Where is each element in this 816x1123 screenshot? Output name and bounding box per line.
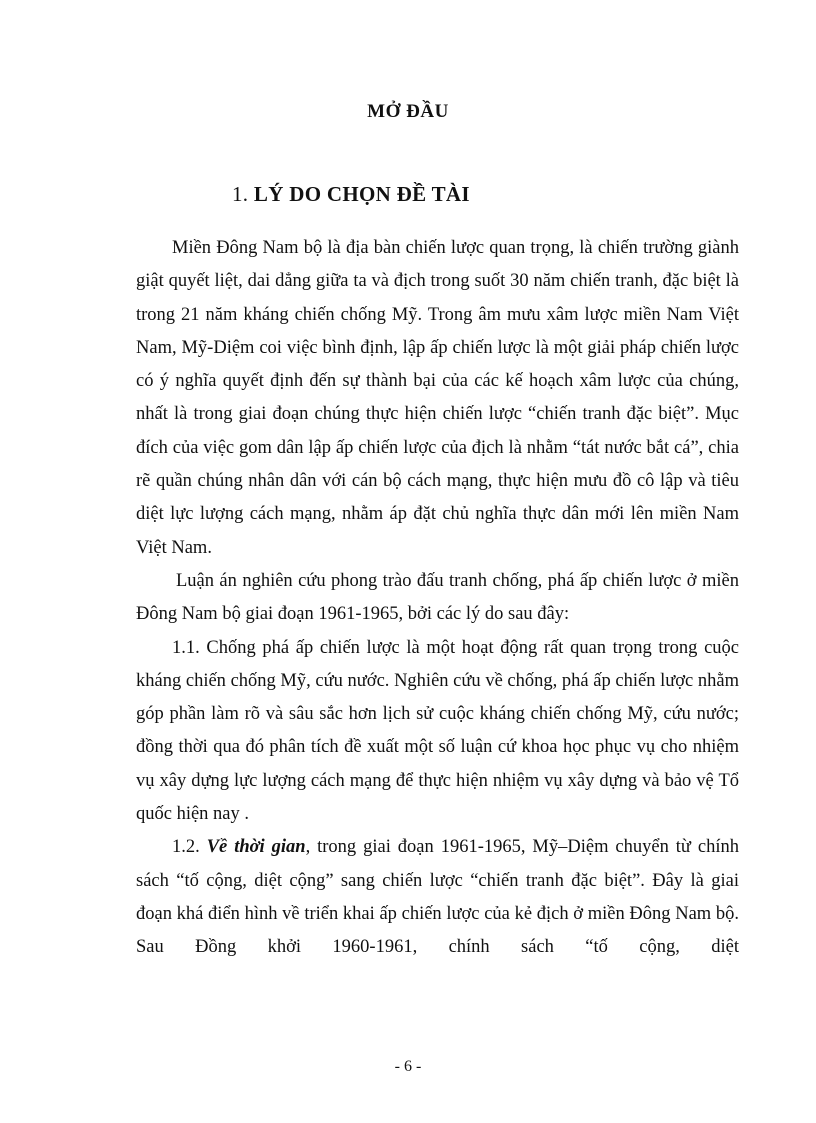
section-number: 1. (232, 182, 249, 206)
page-number: - 6 - (394, 1058, 422, 1075)
paragraph-4-emphasis: Về thời gian (206, 837, 306, 858)
body-text (136, 232, 739, 965)
paragraph-2: Luận án nghiên cứu phong trào đấu tranh chống, phá ấp chiến lược ở miền Đông Nam bộ giai đoạn 1961-1965, bởi các lý do sau đây: (136, 570, 739, 625)
paragraph-4 (136, 831, 739, 964)
page-title: MỞ ĐẦU (367, 101, 449, 122)
paragraph-4-prefix: 1.2. (172, 837, 207, 858)
section-heading (232, 182, 470, 207)
paragraph-3: 1.1. Chống phá ấp chiến lược là một hoạt động rất quan trọng trong cuộc kháng chiến chống Mỹ, cứu nước. Nghiên cứu về chống, phá ấp chiến lược nhằm góp phần làm rõ và sâu sắc hơn lịch sử cuộc kháng chiến chống Mỹ, cứu nước; đồng thời qua đó phân tích đề xuất một số luận cứ khoa học phục vụ cho nhiệm vụ xây dựng lực lượng cách mạng để thực hiện nhiệm vụ xây dựng và bảo vệ Tổ quốc hiện nay . (136, 637, 739, 825)
section-heading-text: LÝ DO CHỌN ĐỀ TÀI (253, 182, 470, 206)
paragraph-4-rest: , trong giai đoạn 1961-1965, Mỹ–Diệm chuyển từ chính sách “tố cộng, diệt cộng” sang chiến lược “chiến tranh đặc biệt”. Đây là giai đoạn khá điển hình về triển khai ấp chiến lược của kẻ địch ở miền Đông Nam bộ. Sau Đồng khởi 1960-1961, chính sách “tố cộng, diệt (136, 837, 740, 958)
paragraph-1: Miền Đông Nam bộ là địa bàn chiến lược quan trọng, là chiến trường giành giật quyết liệt, dai dẳng giữa ta và địch trong suốt 30 năm chiến tranh, đặc biệt là trong 21 năm kháng chiến chống Mỹ. Trong âm mưu xâm lược miền Nam Việt Nam, Mỹ-Diệm coi việc bình định, lập ấp chiến lược là một giải pháp chiến lược có ý nghĩa quyết định đến sự thành bại của các kế hoạch xâm lược của chúng, nhất là trong giai đoạn chúng thực hiện chiến lược “chiến tranh đặc biệt”. Mục đích của việc gom dân lập ấp chiến lược của địch là nhằm “tát nước bắt cá”, chia rẽ quần chúng nhân dân với cán bộ cách mạng, thực hiện mưu đồ cô lập và tiêu diệt lực lượng cách mạng, nhằm áp đặt chủ nghĩa thực dân mới lên miền Nam Việt Nam. (136, 238, 739, 558)
